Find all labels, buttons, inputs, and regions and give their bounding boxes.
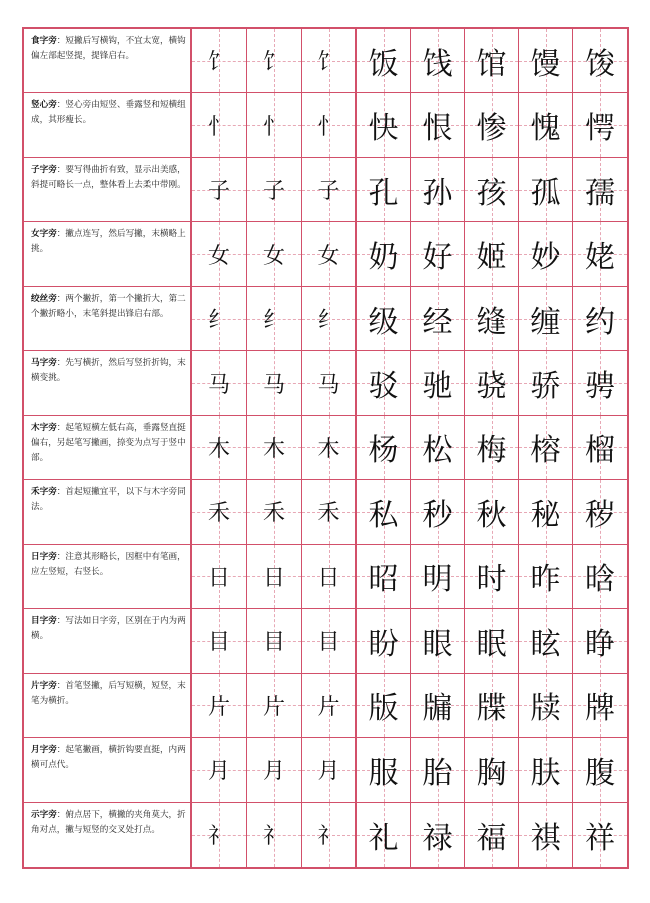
radical-practice-cell — [247, 287, 302, 350]
radical-glyph: 马 — [317, 372, 340, 398]
radical-practice-cell — [302, 351, 357, 414]
radical-row — [24, 158, 627, 222]
radical-glyph: 马 — [262, 372, 285, 398]
example-character-cell — [573, 738, 627, 801]
example-character-cell — [357, 287, 411, 350]
radical-glyph: 月 — [262, 759, 285, 785]
example-character: 昭 — [368, 562, 399, 598]
example-character: 馆 — [476, 46, 507, 82]
radical-glyph: 片 — [207, 694, 230, 720]
example-character: 明 — [422, 562, 453, 598]
radical-glyph: 片 — [317, 694, 340, 720]
radical-practice-cell — [247, 545, 302, 608]
radical-glyph: 木 — [262, 436, 285, 462]
example-character-cell — [411, 545, 465, 608]
radical-practice-cell — [192, 674, 247, 737]
radical-practice-cell — [247, 480, 302, 543]
radical-practice-cell — [302, 674, 357, 737]
example-character-cell — [465, 287, 519, 350]
example-character-cell — [357, 29, 411, 92]
example-character-cell — [465, 351, 519, 414]
radical-name: 食字旁 — [31, 36, 57, 46]
radical-practice-cell — [192, 29, 247, 92]
radical-practice-cell — [247, 609, 302, 672]
separator: ： — [56, 680, 66, 691]
example-character: 恨 — [422, 111, 453, 147]
example-character: 眩 — [530, 626, 561, 662]
example-character-cell — [519, 803, 573, 867]
example-character-cell — [411, 416, 465, 479]
separator: ： — [56, 809, 66, 820]
example-character: 松 — [422, 433, 453, 469]
radical-instruction: 撇点连写，然后写撇，末横略上挑。 — [31, 229, 186, 255]
example-character-cell — [519, 93, 573, 156]
radical-row — [24, 803, 627, 867]
example-character-cell — [357, 416, 411, 479]
separator: ： — [56, 358, 66, 369]
example-character: 盼 — [368, 626, 399, 662]
example-character: 约 — [585, 304, 615, 340]
example-character-cell — [573, 674, 627, 737]
radical-glyph: 女 — [207, 243, 230, 269]
radical-practice-cell — [302, 222, 357, 285]
radical-glyph: 忄 — [207, 114, 230, 140]
example-character: 骁 — [476, 369, 507, 405]
example-character: 秽 — [585, 497, 615, 533]
example-character: 梅 — [476, 433, 507, 469]
example-character: 秋 — [476, 497, 507, 533]
radical-name: 绞丝旁 — [31, 293, 57, 304]
radical-row — [24, 287, 627, 351]
radical-practice-cell — [192, 738, 247, 801]
example-character-cell — [465, 803, 519, 867]
radical-row — [24, 674, 627, 738]
example-character-cell — [465, 29, 519, 92]
radical-practice-cell — [302, 738, 357, 801]
example-character-cell — [411, 480, 465, 543]
radical-row — [24, 480, 627, 544]
radical-practice-cell — [302, 416, 357, 479]
radical-row — [24, 609, 627, 673]
example-character-cell — [465, 416, 519, 479]
example-character-cell — [357, 609, 411, 672]
separator: ： — [56, 616, 66, 627]
example-character: 惨 — [476, 111, 507, 147]
example-character: 驳 — [368, 369, 399, 405]
example-character-cell — [411, 803, 465, 867]
example-character: 昨 — [530, 562, 561, 598]
example-character-cell — [411, 351, 465, 414]
radical-glyph: 子 — [262, 179, 285, 205]
radical-glyph: 马 — [207, 372, 230, 398]
example-character-cell — [519, 222, 573, 285]
example-character-cell — [519, 158, 573, 221]
radical-glyph: 饣 — [317, 50, 340, 76]
radical-practice-cell — [247, 222, 302, 285]
radical-practice-cell — [192, 287, 247, 350]
radical-name: 示字旁 — [31, 809, 57, 820]
example-character-cell — [519, 287, 573, 350]
radical-instruction: 注意其形略长，因框中有笔画，应左竖短，右竖长。 — [31, 551, 186, 577]
example-character: 好 — [422, 240, 453, 276]
radical-glyph: 片 — [262, 694, 285, 720]
example-character: 愕 — [585, 111, 615, 147]
radical-name: 日字旁 — [31, 551, 57, 562]
separator: ： — [56, 422, 66, 433]
radical-practice-cell — [302, 545, 357, 608]
radical-practice-cell — [302, 158, 357, 221]
example-character-cell — [411, 29, 465, 92]
radical-name: 目字旁 — [31, 616, 57, 627]
radical-glyph: 目 — [207, 630, 230, 656]
example-character-cell — [411, 93, 465, 156]
radical-description — [24, 803, 192, 867]
radical-practice-cell — [247, 416, 302, 479]
example-character: 骋 — [585, 369, 615, 405]
example-character-cell — [519, 609, 573, 672]
radical-glyph: 月 — [317, 759, 340, 785]
radical-practice-cell — [192, 222, 247, 285]
separator: ： — [56, 229, 66, 240]
example-character-cell — [573, 93, 627, 156]
example-character: 礼 — [368, 820, 399, 856]
radical-practice-cell — [192, 609, 247, 672]
radical-row — [24, 738, 627, 802]
radical-glyph: 子 — [207, 179, 230, 205]
example-character-cell — [519, 351, 573, 414]
separator: ： — [56, 36, 66, 46]
example-character: 牍 — [530, 691, 561, 727]
example-character: 胎 — [422, 755, 453, 791]
radical-name: 月字旁 — [31, 745, 57, 756]
example-character-cell — [357, 545, 411, 608]
example-character-cell — [573, 158, 627, 221]
radical-practice-cell — [302, 609, 357, 672]
radical-practice-cell — [302, 480, 357, 543]
example-character: 榴 — [585, 433, 615, 469]
separator: ： — [56, 487, 66, 498]
radical-row — [24, 222, 627, 286]
radical-row — [24, 416, 627, 480]
example-character: 时 — [476, 562, 507, 598]
example-character-cell — [411, 158, 465, 221]
radical-glyph: 礻 — [262, 824, 285, 850]
example-character-cell — [357, 93, 411, 156]
radical-instruction: 起笔短横左低右高，垂露竖直挺偏右，另起笔写撇画，捺变为点写于竖中部。 — [31, 422, 186, 463]
radical-instruction: 写法如日字旁，区别在于内为两横。 — [31, 616, 186, 642]
radical-description — [24, 416, 192, 479]
radical-practice-cell — [192, 351, 247, 414]
radical-practice-cell — [302, 803, 357, 867]
radical-instruction: 竖心旁由短竖、垂露竖和短横组成，其形瘦长。 — [31, 100, 186, 126]
radical-glyph: 木 — [207, 436, 230, 462]
radical-description — [24, 351, 192, 414]
radical-name: 片字旁 — [31, 680, 57, 691]
radical-description — [24, 545, 192, 608]
example-character: 祺 — [530, 820, 561, 856]
example-character-cell — [519, 738, 573, 801]
example-character: 榕 — [530, 433, 561, 469]
example-character: 版 — [368, 691, 399, 727]
example-character: 愧 — [530, 111, 561, 147]
radical-row — [24, 545, 627, 609]
example-character: 福 — [476, 820, 507, 856]
example-character-cell — [357, 158, 411, 221]
example-character: 孺 — [585, 175, 615, 211]
example-character-cell — [519, 674, 573, 737]
example-character-cell — [411, 222, 465, 285]
radical-glyph: 禾 — [262, 501, 285, 527]
example-character: 睁 — [585, 626, 615, 662]
radical-instruction: 短撇后写横钩，不宜太宽，横钩偏左部起竖提，提锋启右。 — [31, 36, 186, 61]
radical-instruction: 先写横折，然后写竖折折钩，末横变挑。 — [31, 358, 186, 384]
radical-description — [24, 609, 192, 672]
example-character-cell — [573, 609, 627, 672]
radical-instruction: 首笔竖撇，后写短横，短竖，末笔为横折。 — [31, 680, 186, 706]
example-character: 孙 — [422, 175, 453, 211]
example-character-cell — [465, 545, 519, 608]
example-character: 杨 — [368, 433, 399, 469]
example-character-cell — [411, 609, 465, 672]
example-character: 服 — [368, 755, 399, 791]
example-character-cell — [465, 738, 519, 801]
separator: ： — [56, 100, 66, 111]
example-character: 缝 — [476, 304, 507, 340]
separator: ： — [56, 293, 66, 304]
example-character: 孤 — [530, 175, 561, 211]
example-character: 肤 — [530, 755, 561, 791]
example-character: 馂 — [585, 46, 615, 82]
radical-glyph: 礻 — [207, 824, 230, 850]
example-character: 饯 — [422, 46, 453, 82]
example-character: 饭 — [368, 46, 399, 82]
example-character-cell — [465, 158, 519, 221]
example-character: 牒 — [476, 691, 507, 727]
radical-glyph: 禾 — [207, 501, 230, 527]
radical-description — [24, 480, 192, 543]
example-character: 腹 — [585, 755, 615, 791]
radical-practice-cell — [247, 803, 302, 867]
radical-instruction: 两个撇折，第一个撇折大，第二个撇折略小，末笔斜提出锋启右部。 — [31, 293, 186, 319]
radical-glyph: 日 — [317, 565, 340, 591]
radical-glyph: 饣 — [262, 50, 285, 76]
radical-description — [24, 29, 192, 92]
radical-practice-cell — [192, 545, 247, 608]
example-character-cell — [411, 287, 465, 350]
radical-description — [24, 222, 192, 285]
example-character: 秘 — [530, 497, 561, 533]
example-character-cell — [573, 480, 627, 543]
example-character-cell — [519, 29, 573, 92]
radical-glyph: 目 — [317, 630, 340, 656]
example-character-cell — [573, 29, 627, 92]
example-character: 眼 — [422, 626, 453, 662]
radical-instruction: 俯点居下，横撇的夹角莫大，折角对点，撇与短竖的交叉处打点。 — [31, 809, 186, 835]
radical-row — [24, 93, 627, 157]
radical-glyph: 纟 — [317, 308, 340, 334]
example-character: 牌 — [585, 691, 615, 727]
example-character-cell — [519, 545, 573, 608]
radical-name: 木字旁 — [31, 422, 57, 433]
radical-practice-cell — [192, 803, 247, 867]
radical-glyph: 饣 — [207, 50, 230, 76]
example-character-cell — [465, 93, 519, 156]
example-character: 胸 — [476, 755, 507, 791]
example-character-cell — [357, 480, 411, 543]
example-character-cell — [357, 222, 411, 285]
example-character-cell — [357, 738, 411, 801]
example-character-cell — [411, 674, 465, 737]
separator: ： — [56, 745, 66, 756]
radical-practice-cell — [302, 29, 357, 92]
radical-description — [24, 93, 192, 156]
radical-glyph: 日 — [207, 565, 230, 591]
example-character-cell — [573, 803, 627, 867]
radical-instruction: 起笔撇画，横折钩要直挺，内两横可点代。 — [31, 745, 186, 771]
radical-instruction: 要写得曲折有致，显示出美感，斜提可略长一点，整体看上去柔中带刚。 — [31, 164, 186, 190]
radical-practice-cell — [247, 158, 302, 221]
radical-row — [24, 29, 627, 93]
radical-description — [24, 674, 192, 737]
example-character-cell — [573, 222, 627, 285]
radical-practice-cell — [302, 287, 357, 350]
example-character: 姥 — [585, 240, 615, 276]
example-character-cell — [465, 222, 519, 285]
example-character: 晗 — [585, 562, 615, 598]
radical-glyph: 忄 — [317, 114, 340, 140]
example-character: 经 — [422, 304, 453, 340]
radical-glyph: 目 — [262, 630, 285, 656]
example-character-cell — [465, 480, 519, 543]
radical-glyph: 禾 — [317, 501, 340, 527]
example-character-cell — [411, 738, 465, 801]
radical-name: 马字旁 — [31, 358, 57, 369]
example-character-cell — [465, 674, 519, 737]
example-character: 姬 — [476, 240, 507, 276]
example-character-cell — [573, 351, 627, 414]
radical-practice-cell — [247, 29, 302, 92]
radical-glyph: 忄 — [262, 114, 285, 140]
radical-glyph: 纟 — [207, 308, 230, 334]
separator: ： — [56, 164, 66, 175]
radical-glyph: 木 — [317, 436, 340, 462]
radical-practice-cell — [192, 416, 247, 479]
example-character: 馒 — [530, 46, 561, 82]
example-character: 骄 — [530, 369, 561, 405]
radical-glyph: 女 — [262, 243, 285, 269]
radical-instruction: 首起短撇宜平，以下与木字旁同法。 — [31, 487, 186, 513]
example-character-cell — [519, 416, 573, 479]
radical-glyph: 纟 — [262, 308, 285, 334]
radical-practice-cell — [247, 738, 302, 801]
radical-practice-cell — [192, 93, 247, 156]
example-character-cell — [357, 674, 411, 737]
example-character: 级 — [368, 304, 399, 340]
radical-description — [24, 158, 192, 221]
example-character: 牖 — [422, 691, 453, 727]
radical-glyph: 子 — [317, 179, 340, 205]
example-character: 禄 — [422, 820, 453, 856]
example-character-cell — [465, 609, 519, 672]
example-character: 孔 — [368, 175, 399, 211]
example-character: 快 — [368, 111, 399, 147]
example-character: 私 — [368, 497, 399, 533]
example-character: 祥 — [585, 820, 615, 856]
radical-glyph: 礻 — [317, 824, 340, 850]
radical-description — [24, 287, 192, 350]
example-character-cell — [519, 480, 573, 543]
example-character-cell — [573, 287, 627, 350]
example-character: 驰 — [422, 369, 453, 405]
example-character: 妙 — [530, 240, 561, 276]
example-character: 眠 — [476, 626, 507, 662]
example-character-cell — [357, 803, 411, 867]
example-character: 奶 — [368, 240, 399, 276]
radical-name: 子字旁 — [31, 164, 57, 175]
radical-practice-cell — [302, 93, 357, 156]
radical-row — [24, 351, 627, 415]
radical-practice-cell — [192, 158, 247, 221]
example-character: 孩 — [476, 175, 507, 211]
separator: ： — [56, 551, 66, 562]
example-character: 缠 — [530, 304, 561, 340]
radical-description — [24, 738, 192, 801]
radical-glyph: 日 — [262, 565, 285, 591]
example-character: 秒 — [422, 497, 453, 533]
radical-name: 禾字旁 — [31, 487, 57, 498]
radical-glyph: 女 — [317, 243, 340, 269]
example-character-cell — [573, 416, 627, 479]
example-character-cell — [573, 545, 627, 608]
radical-glyph: 月 — [207, 759, 230, 785]
radical-practice-cell — [247, 351, 302, 414]
radical-name: 女字旁 — [31, 229, 57, 240]
radical-practice-cell — [247, 674, 302, 737]
radical-practice-cell — [247, 93, 302, 156]
radical-practice-cell — [192, 480, 247, 543]
example-character-cell — [357, 351, 411, 414]
radical-name: 竖心旁 — [31, 100, 57, 111]
copybook-sheet — [22, 27, 629, 869]
